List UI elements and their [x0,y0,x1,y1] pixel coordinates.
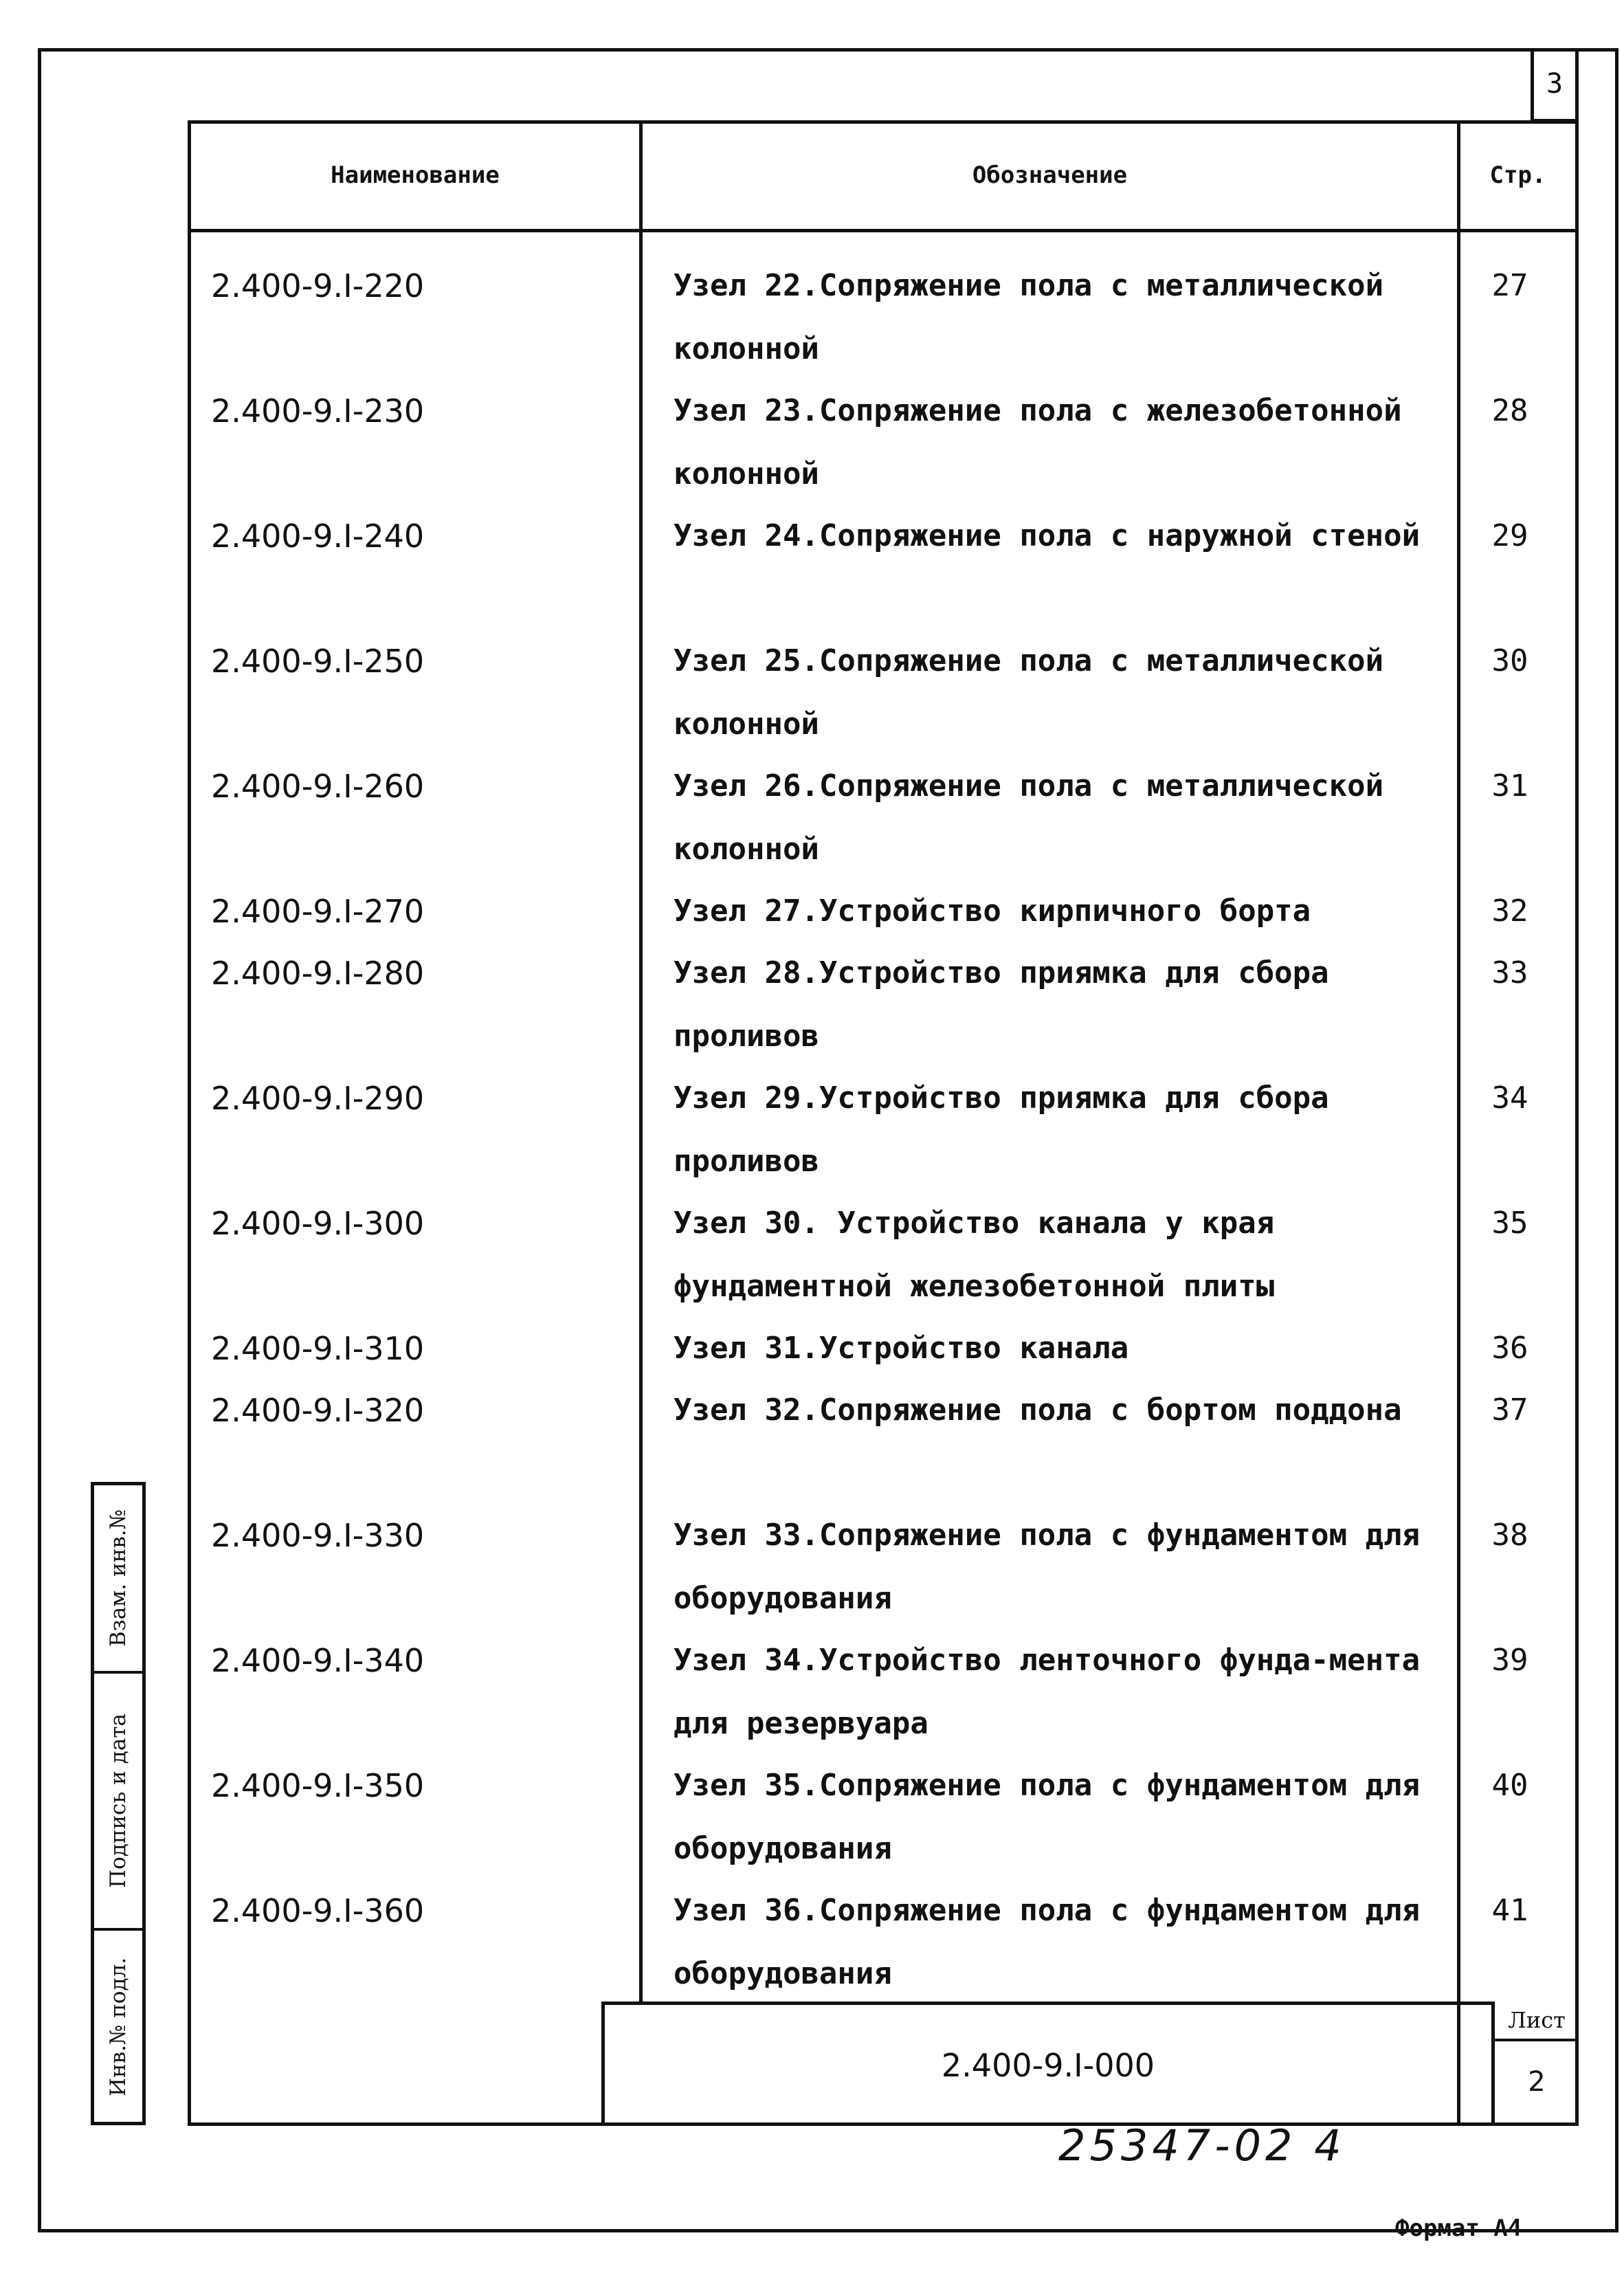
table-row [0,755,1624,881]
row-code: 2.400-9.I-280 [211,955,425,992]
row-code: 2.400-9.I-290 [211,1080,425,1117]
side-stamp-strip [91,1482,146,2125]
row-code: 2.400-9.I-250 [211,643,425,680]
side-cell-replacement [94,1485,142,1671]
row-description: Узел 34.Устройство ленточного фунда-мента для резервуара [674,1643,1421,1741]
row-description: Узел 24.Сопряжение пола с наружной стеной [674,518,1421,553]
table-row [0,505,1624,631]
side-cell-label: Подпись и дата [106,1714,131,1888]
row-page: 34 [1491,1080,1528,1116]
row-description: Узел 23.Сопряжение пола с железобетонной колонной [674,393,1402,491]
row-description: Узел 35.Сопряжение пола с фундаментом для оборудования [674,1768,1421,1866]
row-description: Узел 29.Устройство приямка для сбора проливов [674,1080,1329,1179]
row-code: 2.400-9.I-300 [211,1205,425,1242]
row-description: Узел 33.Сопряжение пола с фундаментом для оборудования [674,1518,1421,1616]
header-page: Стр. [1489,162,1546,189]
sheet-box [1491,2002,1579,2126]
row-page: 41 [1491,1893,1528,1928]
row-page: 35 [1491,1206,1528,1241]
row-code: 2.400-9.I-360 [211,1892,425,1929]
row-page: 31 [1491,768,1528,803]
sheet-label: Лист [1495,2002,1579,2041]
table-row [0,1754,1624,1881]
row-page: 40 [1491,1768,1528,1803]
row-code: 2.400-9.I-310 [211,1330,425,1367]
table-row [0,1504,1624,1630]
side-cell-original [94,1931,142,2123]
row-code: 2.400-9.I-220 [211,267,425,304]
row-code: 2.400-9.I-320 [211,1392,425,1429]
header-designation: Обозначение [972,162,1128,189]
table-row [0,254,1624,381]
row-description: Узел 32.Сопряжение пола с бортом поддона [674,1393,1402,1428]
row-page: 37 [1491,1393,1528,1428]
row-page: 36 [1491,1331,1528,1366]
row-page: 29 [1491,518,1528,553]
row-code: 2.400-9.I-240 [211,518,425,555]
page-number: 3 [1531,48,1579,122]
row-description: Узел 36.Сопряжение пола с фундаментом для оборудования [674,1893,1421,1991]
title-block-designation: 2.400-9.I-000 [601,2002,1495,2126]
row-code: 2.400-9.I-340 [211,1642,425,1679]
table-row [0,1192,1624,1318]
row-page: 38 [1491,1518,1528,1553]
row-code: 2.400-9.I-260 [211,768,425,805]
table-row [0,1067,1624,1193]
table-row [0,379,1624,506]
table-row [0,1879,1624,2006]
side-cell-signature [94,1674,142,1928]
header-name: Наименование [331,162,500,189]
side-cell-label: Инв.№ подл. [106,1957,131,2097]
row-code: 2.400-9.I-230 [211,392,425,430]
row-description: Узел 22.Сопряжение пола с металлической колонной [674,268,1384,366]
format-label: Формат А4 [1395,2215,1522,2242]
row-page: 30 [1491,643,1528,678]
table-row [0,1629,1624,1755]
side-cell-label: Взам. инв.№ [106,1509,131,1647]
sheet-number: 2 [1528,2066,1546,2098]
row-page: 39 [1491,1643,1528,1678]
table-row [0,630,1624,756]
row-description: Узел 31.Устройство канала [674,1331,1129,1366]
table-row [0,942,1624,1068]
row-page: 27 [1491,268,1528,303]
row-code: 2.400-9.I-350 [211,1767,425,1804]
row-page: 28 [1491,393,1528,428]
row-page: 32 [1491,894,1528,929]
row-description: Узел 25.Сопряжение пола с металлической колонной [674,643,1384,742]
row-code: 2.400-9.I-270 [211,893,425,930]
row-description: Узел 28.Устройство приямка для сбора проливов [674,955,1329,1054]
row-description: Узел 27.Устройство кирпичного борта [674,894,1311,929]
row-description: Узел 30. Устройство канала у края фундаментной железобетонной плиты [674,1206,1275,1304]
row-page: 33 [1491,955,1528,990]
row-description: Узел 26.Сопряжение пола с металлической колонной [674,768,1384,867]
handwritten-number: 25347-02 4 [1058,2120,1346,2171]
table-row [0,1379,1624,1505]
row-code: 2.400-9.I-330 [211,1517,425,1554]
